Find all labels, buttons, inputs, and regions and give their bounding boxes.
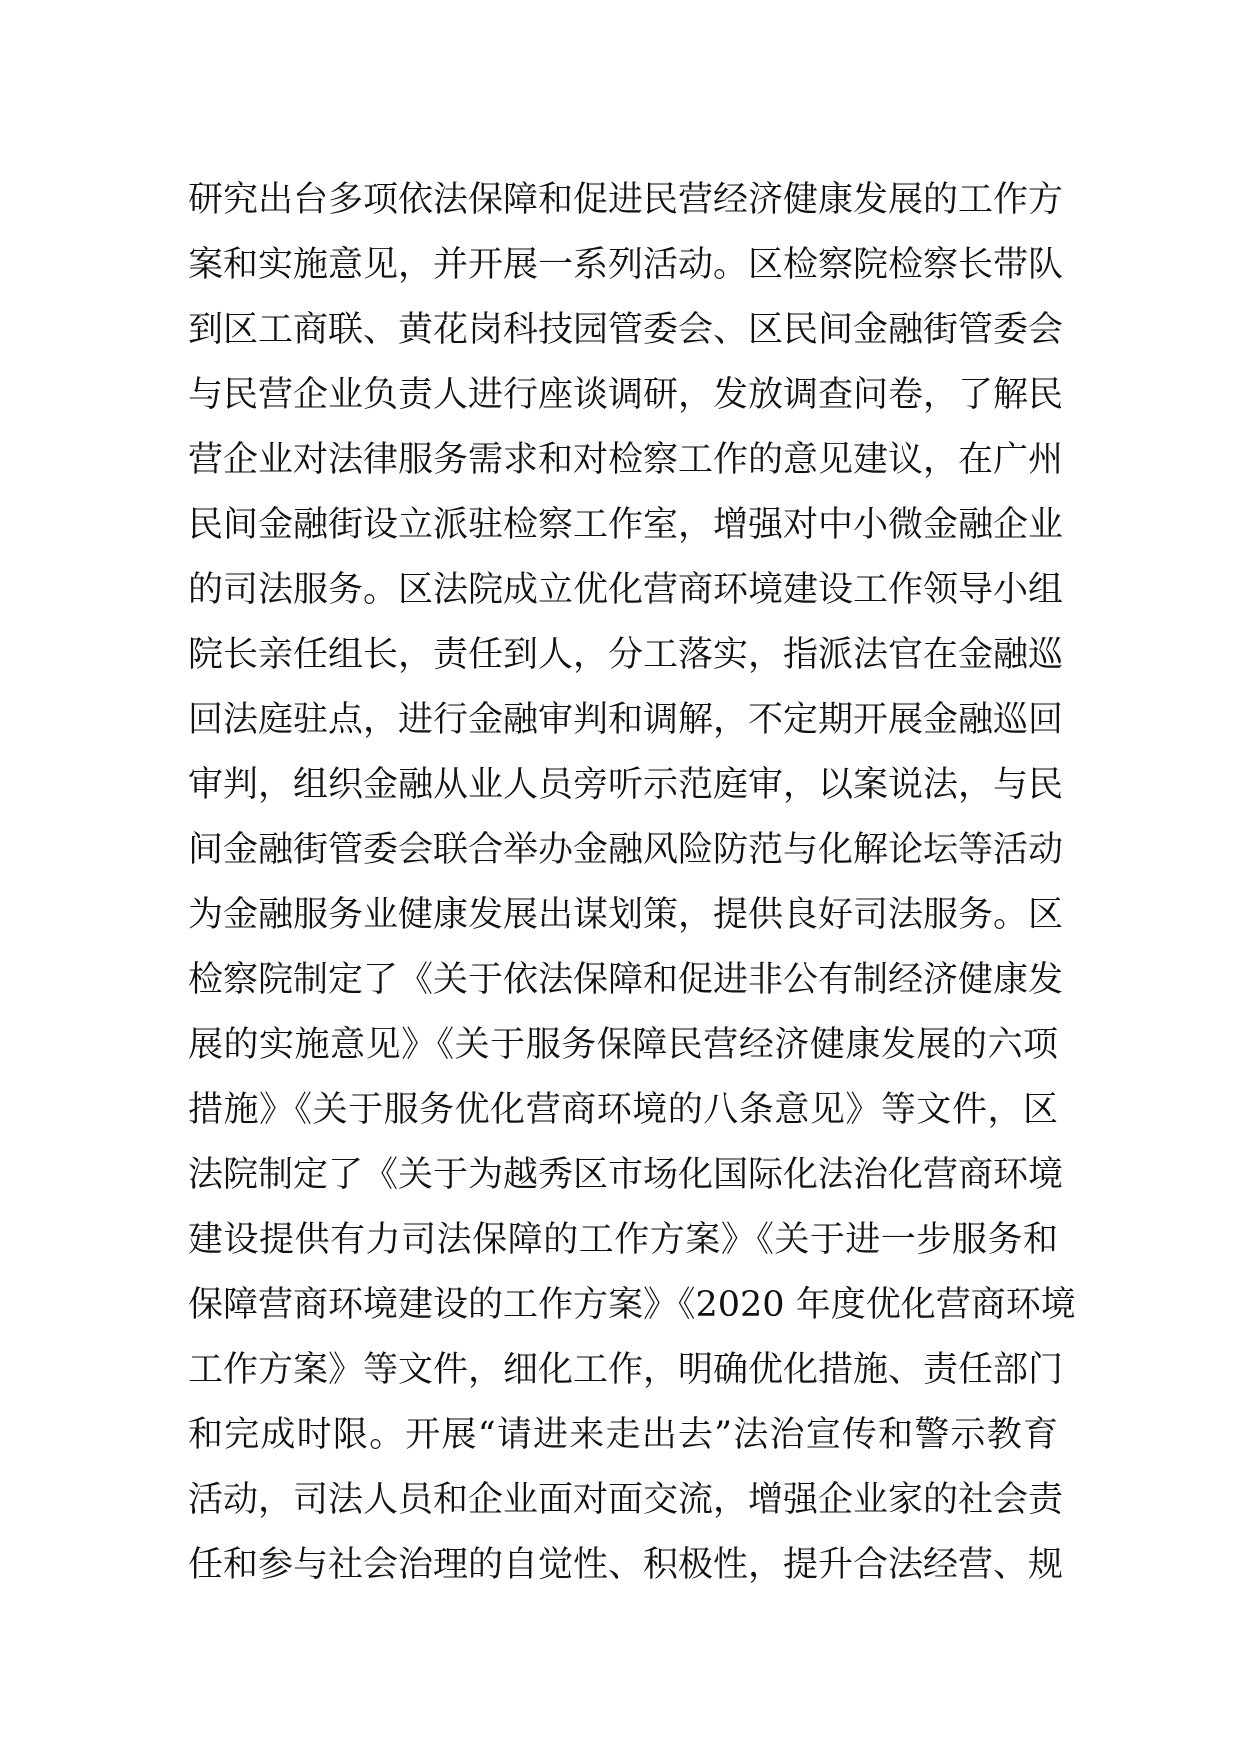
text-line: 营企业对法律服务需求和对检察工作的意见建议，在广州 [188, 440, 1064, 480]
text-line: 检察院制定了《关于依法保障和促进非公有制经济健康发 [188, 960, 1064, 1000]
text-line: 展的实施意见》《关于服务保障民营经济健康发展的六项 [188, 1025, 1058, 1065]
text-line: 案和实施意见，并开展一系列活动。区检察院检察长带队 [188, 245, 1064, 285]
text-line: 到区工商联、黄花岗科技园管委会、区民间金融街管委会 [188, 310, 1064, 350]
text-line: 任和参与社会治理的自觉性、积极性，提升合法经营、规 [188, 1545, 1064, 1585]
text-line: 回法庭驻点，进行金融审判和调解，不定期开展金融巡回 [188, 700, 1064, 740]
text-line: 审判，组织金融从业人员旁听示范庭审，以案说法，与民 [188, 765, 1064, 805]
text-line: 为金融服务业健康发展出谋划策，提供良好司法服务。区 [188, 895, 1064, 935]
text-line: 活动，司法人员和企业面对面交流，增强企业家的社会责 [188, 1480, 1064, 1520]
text-line: 与民营企业负责人进行座谈调研，发放调查问卷，了解民 [188, 375, 1064, 415]
text-line: 和完成时限。开展“请进来走出去”法治宣传和警示教育 [188, 1415, 1058, 1455]
text-line: 法院制定了《关于为越秀区市场化国际化法治化营商环境 [188, 1155, 1064, 1195]
text-line: 间金融街管委会联合举办金融风险防范与化解论坛等活动 [188, 830, 1064, 870]
text-line: 建设提供有力司法保障的工作方案》《关于进一步服务和 [188, 1220, 1058, 1260]
text-line: 院长亲任组长，责任到人，分工落实，指派法官在金融巡 [188, 635, 1064, 675]
text-line: 保障营商环境建设的工作方案》《2020 年度优化营商环境 [188, 1285, 1076, 1325]
text-line: 措施》《关于服务优化营商环境的八条意见》等文件，区 [188, 1090, 1058, 1130]
text-line: 工作方案》等文件，细化工作，明确优化措施、责任部门 [188, 1350, 1064, 1390]
text-line: 的司法服务。区法院成立优化营商环境建设工作领导小组 [188, 570, 1064, 610]
text-line: 研究出台多项依法保障和促进民营经济健康发展的工作方 [188, 180, 1064, 220]
text-line: 民间金融街设立派驻检察工作室，增强对中小微金融企业 [188, 505, 1064, 545]
body-paragraph [188, 168, 1076, 1598]
